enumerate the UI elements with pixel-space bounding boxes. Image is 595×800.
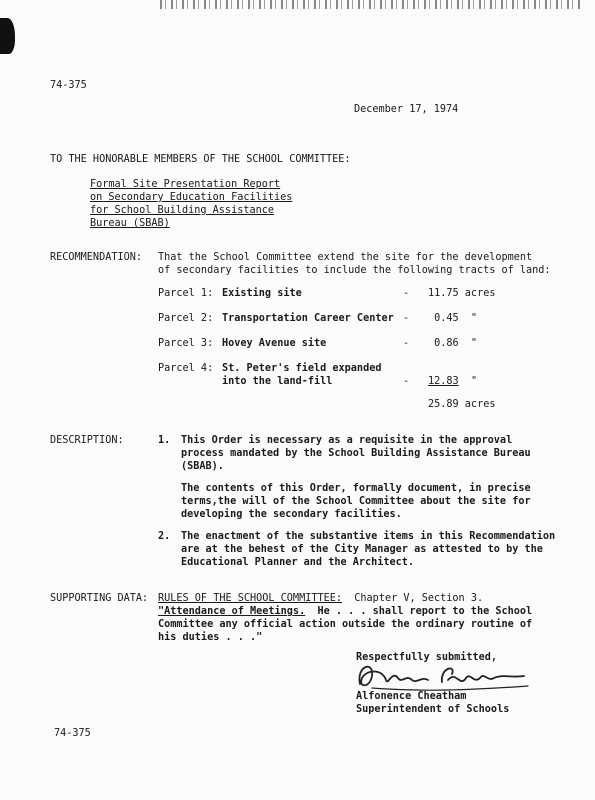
- parcel-dash: -: [403, 313, 410, 324]
- total-acreage: 25.89 acres: [428, 399, 496, 410]
- document-number-bottom: 74-375: [54, 728, 91, 739]
- paragraph-line: (SBAB).: [181, 461, 224, 472]
- quote-line: Committee any official action outside the ordinary routine of: [158, 619, 533, 630]
- paragraph-line: This Order is necessary as a requisite in the approval: [181, 435, 513, 446]
- valediction: Respectfully submitted,: [356, 652, 498, 663]
- rules-title: RULES OF THE SCHOOL COMMITTEE:: [158, 593, 343, 604]
- supporting-data-label: SUPPORTING DATA:: [50, 593, 149, 604]
- handwritten-signature: [352, 658, 532, 694]
- item-number: 1.: [158, 435, 171, 446]
- scan-artifact-top: [160, 0, 580, 9]
- paragraph-line: terms,the will of the School Committee about the site for: [181, 496, 531, 507]
- scan-artifact-corner: [0, 18, 15, 54]
- recommendation-text: of secondary facilities to include the following tracts of land:: [158, 265, 551, 276]
- parcel-label: Parcel 2:: [158, 313, 214, 324]
- parcel-description: Existing site: [222, 288, 302, 299]
- addressee: TO THE HONORABLE MEMBERS OF THE SCHOOL COMMITTEE:: [50, 154, 351, 165]
- document-number-top: 74-375: [50, 80, 87, 91]
- parcel-amount-suffix: ": [458, 376, 478, 387]
- paragraph-line: developing the secondary facilities.: [181, 509, 402, 520]
- parcel-dash: -: [403, 338, 410, 349]
- parcel-description: Hovey Avenue site: [222, 338, 327, 349]
- paragraph-line: The enactment of the substantive items in this Recommendation: [181, 531, 556, 542]
- rules-chapter: Chapter V, Section 3.: [342, 593, 484, 604]
- quote-text: He . . . shall report to the School: [305, 606, 533, 617]
- recommendation-label: RECOMMENDATION:: [50, 252, 143, 263]
- paragraph-line: are at the behest of the City Manager as attested to by the: [181, 544, 543, 555]
- parcel-description: Transportation Career Center: [222, 313, 394, 324]
- signatory-name: Alfonence Cheatham: [356, 691, 467, 702]
- recommendation-text: That the School Committee extend the site for the development: [158, 252, 533, 263]
- subject-line: on Secondary Education Facilities: [90, 192, 293, 203]
- quote-line: his duties . . .": [158, 632, 263, 643]
- subject-line: for School Building Assistance: [90, 205, 275, 216]
- paragraph-line: The contents of this Order, formally document, in precise: [181, 483, 531, 494]
- parcel-amount: 0.45 ": [428, 313, 478, 324]
- parcel-amount: 0.86 ": [428, 338, 478, 349]
- parcel-description: St. Peter's field expanded: [222, 363, 382, 374]
- signatory-title: Superintendent of Schools: [356, 704, 510, 715]
- parcel-label: Parcel 4:: [158, 363, 214, 374]
- parcel-dash: -: [403, 288, 410, 299]
- quote-heading: "Attendance of Meetings.: [158, 606, 306, 617]
- parcel-amount: 12.83: [428, 376, 459, 387]
- parcel-label: Parcel 3:: [158, 338, 214, 349]
- paragraph-line: process mandated by the School Building Assistance Bureau: [181, 448, 531, 459]
- parcel-dash: -: [403, 376, 410, 387]
- parcel-description: into the land-fill: [222, 376, 333, 387]
- subject-line: Bureau (SBAB): [90, 218, 170, 229]
- parcel-label: Parcel 1:: [158, 288, 214, 299]
- item-number: 2.: [158, 531, 171, 542]
- paragraph-line: Educational Planner and the Architect.: [181, 557, 415, 568]
- parcel-amount-wrap: [428, 375, 477, 388]
- quote-line: [158, 605, 532, 618]
- document-date: December 17, 1974: [354, 104, 459, 115]
- rules-reference: [158, 592, 483, 605]
- subject-line: Formal Site Presentation Report: [90, 179, 281, 190]
- description-label: DESCRIPTION:: [50, 435, 124, 446]
- parcel-amount: 11.75 acres: [428, 288, 496, 299]
